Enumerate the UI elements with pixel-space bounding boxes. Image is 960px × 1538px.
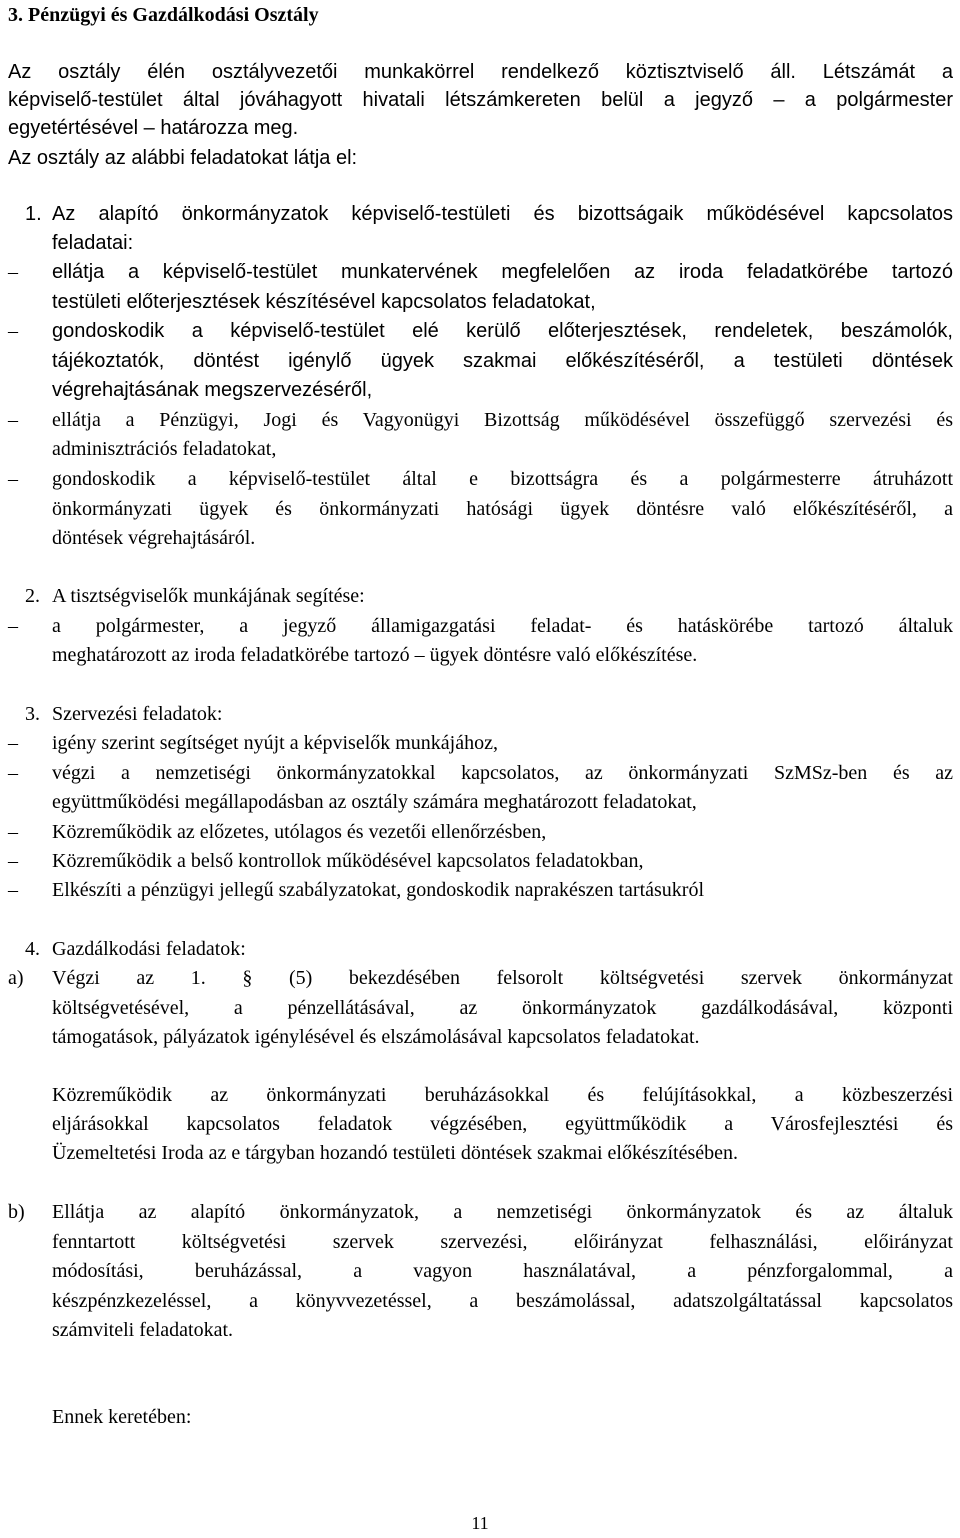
s3-b5: Elkészíti a pénzügyi jellegű szabályzatokat, gondoskodik naprakészen tartásukról: [52, 879, 705, 901]
section3-number: 3.: [25, 703, 40, 725]
section2-title: A tisztségviselők munkájának segítése:: [52, 585, 365, 607]
a2-l2: eljárásokkal kapcsolatos feladatok végzésében, együttműködik a Városfejlesztési és: [52, 1113, 953, 1135]
s2-b1-l1: a polgármester, a jegyző államigazgatási feladat- és hatáskörébe tartozó általuk: [52, 615, 953, 637]
section2-number: 2.: [25, 585, 40, 607]
s2-b1-l2: meghatározott az iroda feladatkörébe tartozó – ügyek döntésre való előkészítése.: [52, 644, 698, 666]
s1-b1-l2: testületi előterjesztések készítésével kapcsolatos feladatokat,: [52, 291, 596, 313]
bullet-dash: –: [8, 821, 18, 843]
bullet-dash: –: [8, 261, 18, 283]
a-l3: támogatások, pályázatok igénylésével és elszámolásával kapcsolatos feladatokat.: [52, 1026, 700, 1048]
a-l2: költségvetésével, a pénzellátásával, az önkormányzatok gazdálkodásával, központi: [52, 997, 953, 1019]
a2-l1: Közreműködik az önkormányzati beruházásokkal és felújításokkal, a közbeszerzési: [52, 1084, 953, 1106]
s3-b2-l1: végzi a nemzetiségi önkormányzatokkal kapcsolatos, az önkormányzati SzMSz-ben és az: [52, 762, 953, 784]
item-a-label: a): [8, 967, 24, 989]
s3-b1: igény szerint segítséget nyújt a képviselők munkájához,: [52, 732, 498, 754]
s1-b4-l3: döntések végrehajtásáról.: [52, 527, 256, 549]
s1-b1-l1: ellátja a képviselő-testület munkatervének megfelelően az iroda feladatkörébe tartozó: [52, 261, 953, 283]
section1-title-2: feladatai:: [52, 232, 134, 254]
bullet-dash: –: [8, 615, 18, 637]
s3-b4: Közreműködik a belső kontrollok működésével kapcsolatos feladatokban,: [52, 850, 644, 872]
section1-title-1: Az alapító önkormányzatok képviselő-testületi és bizottságaik működésével kapcsolatos: [52, 203, 953, 225]
bullet-dash: –: [8, 762, 18, 784]
s1-b2-l2: tájékoztatók, döntést igénylő ügyek szakmai előkészítéséről, a testületi döntések: [52, 350, 953, 372]
b-l1: Ellátja az alapító önkormányzatok, a nemzetiségi önkormányzatok és az általuk: [52, 1201, 953, 1223]
intro-line-3: egyetértésével – határozza meg.: [8, 117, 299, 139]
bullet-dash: –: [8, 850, 18, 872]
s3-b3: Közreműködik az előzetes, utólagos és vezetői ellenőrzésben,: [52, 821, 547, 843]
b-l3: módosítási, beruházással, a vagyon használatával, a pénzforgalommal, a: [52, 1260, 953, 1282]
s1-b2-l1: gondoskodik a képviselő-testület elé kerülő előterjesztések, rendeletek, beszámolók,: [52, 320, 953, 342]
intro-line-2: képviselő-testület által jóváhagyott hivatali létszámkereten belül a jegyző – a polgármester: [8, 89, 953, 111]
section-heading: 3. Pénzügyi és Gazdálkodási Osztály: [8, 4, 319, 26]
s1-b3-l2: adminisztrációs feladatokat,: [52, 438, 277, 460]
section4-title: Gazdálkodási feladatok:: [52, 938, 246, 960]
bullet-dash: –: [8, 732, 18, 754]
b-l4: készpénzkezeléssel, a könyvvezetéssel, a beszámolással, adatszolgáltatással kapcsolatos: [52, 1290, 953, 1312]
section4-number: 4.: [25, 938, 40, 960]
a2-l3: Üzemeltetési Iroda az e tárgyban hozandó testületi döntések szakmai előkészítésében.: [52, 1142, 739, 1164]
section1-number: 1.: [25, 203, 42, 225]
page-number: 11: [471, 1513, 489, 1533]
s1-b4-l1: gondoskodik a képviselő-testület által e bizottságra és a polgármesterre átruházott: [52, 468, 953, 490]
bullet-dash: –: [8, 409, 18, 431]
s3-b2-l2: együttműködési megállapodásban az osztály számára meghatározott feladatokat,: [52, 791, 697, 813]
a-l1: Végzi az 1. § (5) bekezdésében felsorolt költségvetési szervek önkormányzat: [52, 967, 953, 989]
section3-title: Szervezési feladatok:: [52, 703, 223, 725]
b-l2: fenntartott költségvetési szervek szervezési, előirányzat felhasználási, előirányzat: [52, 1231, 953, 1253]
closing-text: Ennek keretében:: [52, 1406, 192, 1428]
s1-b3-l1: ellátja a Pénzügyi, Jogi és Vagyonügyi Bizottság működésével összefüggő szervezési és: [52, 409, 953, 431]
item-b-label: b): [8, 1201, 25, 1223]
bullet-dash: –: [8, 468, 18, 490]
s1-b2-l3: végrehajtásának megszervezéséről,: [52, 379, 373, 401]
intro-line-4: Az osztály az alábbi feladatokat látja el:: [8, 147, 358, 169]
bullet-dash: –: [8, 320, 18, 342]
bullet-dash: –: [8, 879, 18, 901]
intro-line-1: Az osztály élén osztályvezetői munkakörrel rendelkező köztisztviselő áll. Létszámát a: [8, 61, 953, 83]
b-l5: számviteli feladatokat.: [52, 1319, 234, 1341]
s1-b4-l2: önkormányzati ügyek és önkormányzati hatósági ügyek döntésre való előkészítéséről, a: [52, 498, 953, 520]
